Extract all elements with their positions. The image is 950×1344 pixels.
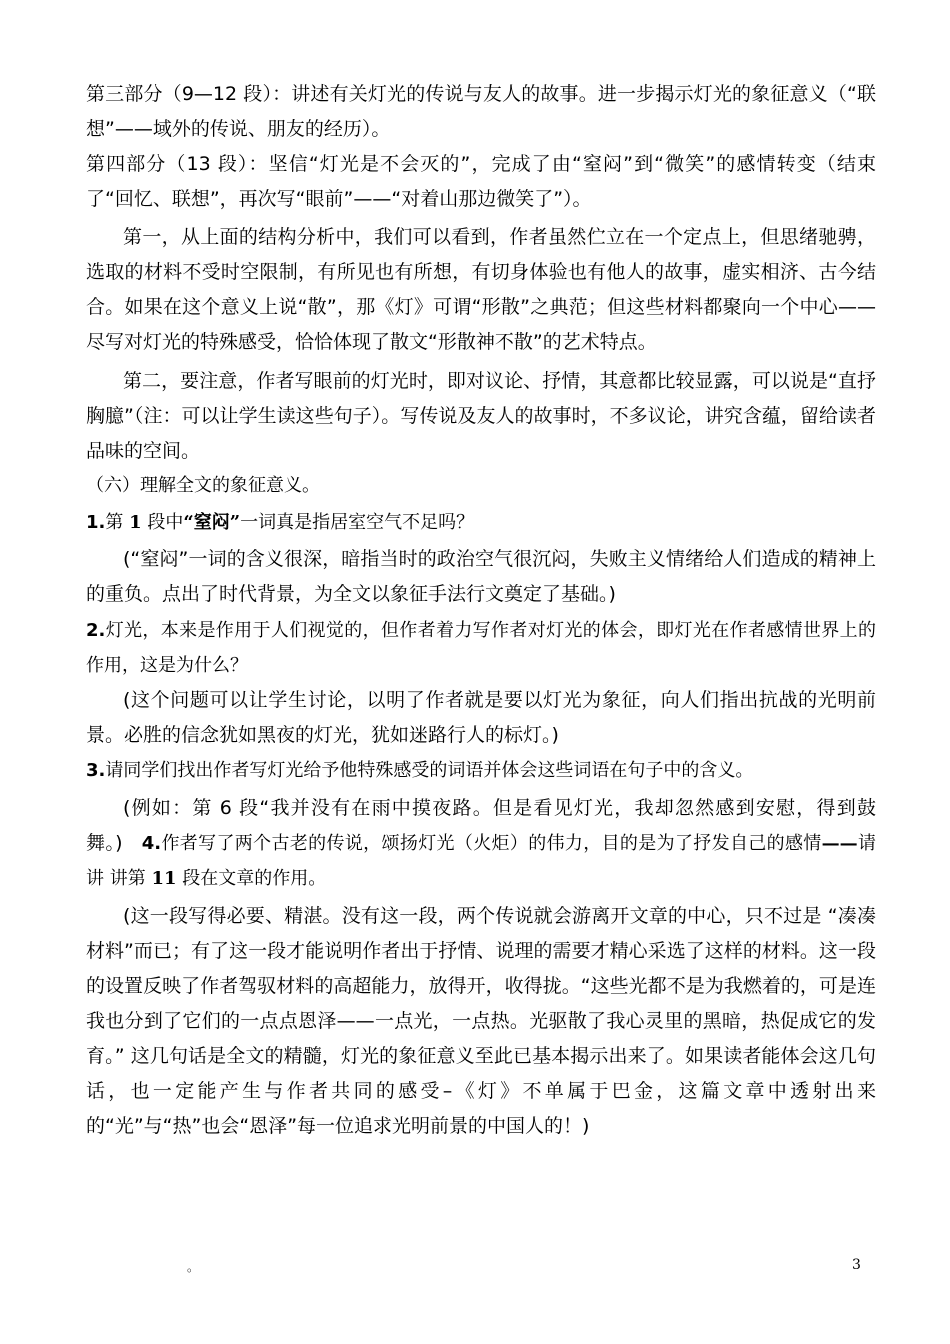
question-2-number: 2.	[86, 620, 106, 641]
question-1-term: “窒闷”	[183, 512, 241, 533]
question-1-pre: 第	[105, 512, 130, 533]
question-1	[86, 505, 876, 540]
question-2-answer: (这个问题可以让学生讨论，以明了作者就是要以灯光为象征，向人们指出抗战的光明前景。必胜的信念犹如黑夜的灯光，犹如迷路行人的标灯。)	[86, 689, 876, 746]
footer-dot: 。	[187, 1260, 200, 1274]
question-3	[86, 753, 876, 788]
analysis-first-paragraph: 第一，从上面的结构分析中，我们可以看到，作者虽然伫立在一个定点上，但思绪驰骋，选取的材料不受时空限制，有所见也有所想，有切身体验也有他人的故事，虚实相济、古今结合。如果在这个意义上说“散”，那《灯》可谓“形散”之典范；但这些材料都聚向一个中心——尽写对灯光的特殊感受，恰恰体现了散文“形散神不散”的艺术特点。	[86, 226, 876, 353]
question-1-post: 一词真是指居室空气不足吗？	[240, 512, 475, 533]
question-4-answer: (这一段写得必要、精湛。没有这一段，两个传说就会游离开文章的中心，只不过是 “凑凑材料”而已；有了这一段才能说明作者出于抒情、说理的需要才精心采选了这样的材料。这一段的设置反映了作者驾驭材料的高超能力，放得开，收得拢。“这些光都不是为我燃着的，可是连我也分到了它们的一点点恩泽——一点光，一点热。光驱散了我心灵里的黑暗，热促成它的发育。” 这几句话是全文的精髓，灯光的象征意义至此已基本揭示出来了。如果读者能体会这几句话，也一定能产生与作者共同的感受–《灯》不单属于巴金，这篇文章中透射出来的“光”与“热”也会“恩泽”每一位追求光明前景的中国人的！)	[86, 905, 876, 1137]
question-1-answer: (“窒闷”一词的含义很深，暗指当时的政治空气很沉闷，失败主义情绪给人们造成的精神上的重负。点出了时代背景，为全文以象征手法行文奠定了基础。)	[86, 548, 876, 605]
part3-paragraph: 第三部分（9—12 段）：讲述有关灯光的传说与友人的故事。进一步揭示灯光的象征意义（“联想”——域外的传说、朋友的经历）。	[86, 83, 876, 140]
section-six-heading: （六）理解全文的象征意义。	[86, 475, 320, 496]
question-4-dash: ——	[821, 833, 858, 854]
question-3-text: 请同学们找出作者写灯光给予他特殊感受的词语并体会这些词语在句子中的含义。	[105, 760, 754, 781]
question-1-number: 1.	[86, 512, 106, 533]
question-1-mid: 段中	[141, 512, 184, 533]
question-3-answer: (例如：第 6 段“我并没有在雨中摸夜路。但是看见灯光，我却忽然感到安慰，得到鼓舞。)	[86, 797, 876, 854]
page-number: 3	[852, 1257, 861, 1273]
question-1-paragraph-number: 1	[129, 512, 142, 533]
question-3-number: 3.	[86, 760, 106, 781]
question-4-text-c: 段在文章的作用。	[176, 868, 327, 889]
analysis-second-paragraph: 第二，要注意，作者写眼前的灯光时，即对议论、抒情，其意都比较显露，可以说是“直抒胸臆”（注：可以让学生读这些句子）。写传说及友人的故事时，不多议论，讲究含蕴，留给读者品味的空间。	[86, 370, 876, 462]
question-4	[86, 833, 876, 889]
part4-paragraph: 第四部分（13 段）：坚信“灯光是不会灭的”，完成了由“窒闷”到“微笑”的感情转变（结束了“回忆、联想”，再次写“眼前”——“对着山那边微笑了”）。	[86, 153, 876, 210]
question-4-number: 4.	[141, 833, 162, 854]
question-2	[86, 613, 876, 683]
question-4-text-b: 请讲 讲第	[86, 833, 876, 889]
question-4-text-a: 作者写了两个古老的传说，颂扬灯光（火炬）的伟力，目的是为了抒发自己的感情	[161, 833, 822, 854]
question-3-and-4	[86, 791, 876, 896]
question-4-paragraph-number: 11	[151, 868, 177, 889]
question-2-text: 灯光，本来是作用于人们视觉的，但作者着力写作者对灯光的体会，即灯光在作者感情世界上的作用，这是为什么？	[86, 620, 876, 676]
